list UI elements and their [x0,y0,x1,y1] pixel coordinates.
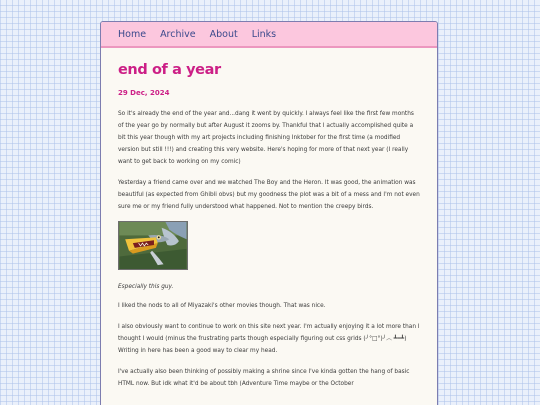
post-paragraph-5: I've actually also been thinking of possibly making a shrine since I've kinda gotten the hang of basic HTML now. But idk what it'd be about tbh (Adventure Time maybe or the October [118,369,410,387]
post-paragraph-2: Yesterday a friend came over and we watched The Boy and the Heron. It was good, the animation was beautiful (as expected from Ghibli obvs) but my goodness the plot was a bit of a mess and I'm not even sure me or my friend fully understood what happened. Not to mention the creepy birds. [118,180,420,210]
nav-link-links[interactable]: Links [251,28,277,40]
nav-link-archive[interactable]: Archive [160,28,196,40]
navbar [101,22,437,48]
post-paragraph-1: So it's already the end of the year and...dang it went by quickly. I always feel like the first few months of the year go by normally but after August it zooms by. Thankful that I actually accomplished quite a bit this year though with my art projects including finishing Inktober for the first time (a modified version but still !!!) and creating this very website. Here's hoping for more of that next year (I really want to get back to working on my comic) [118,111,414,165]
blog-window [100,21,438,405]
post-paragraph-3: I liked the nods to all of Miyazaki's other movies though. That was nice. [118,303,326,309]
post-date: 29 Dec, 2024 [118,89,170,97]
heron-movie-still [118,221,188,270]
nav-link-about[interactable]: About [209,28,238,40]
image-caption: Especially this guy. [118,284,174,290]
blog-post [101,62,437,390]
post-title: end of a year [118,62,221,78]
nav-link-home[interactable]: Home [118,28,147,40]
post-paragraph-4: I also obviously want to continue to work on this site next year. I'm actually enjoying it a lot more than I thought I would (minus the frustrating parts though especially figuring out css grids (╯°□°)╯︵ ┻━┻) Writing in here has been a good way to clear my head. [118,324,420,354]
